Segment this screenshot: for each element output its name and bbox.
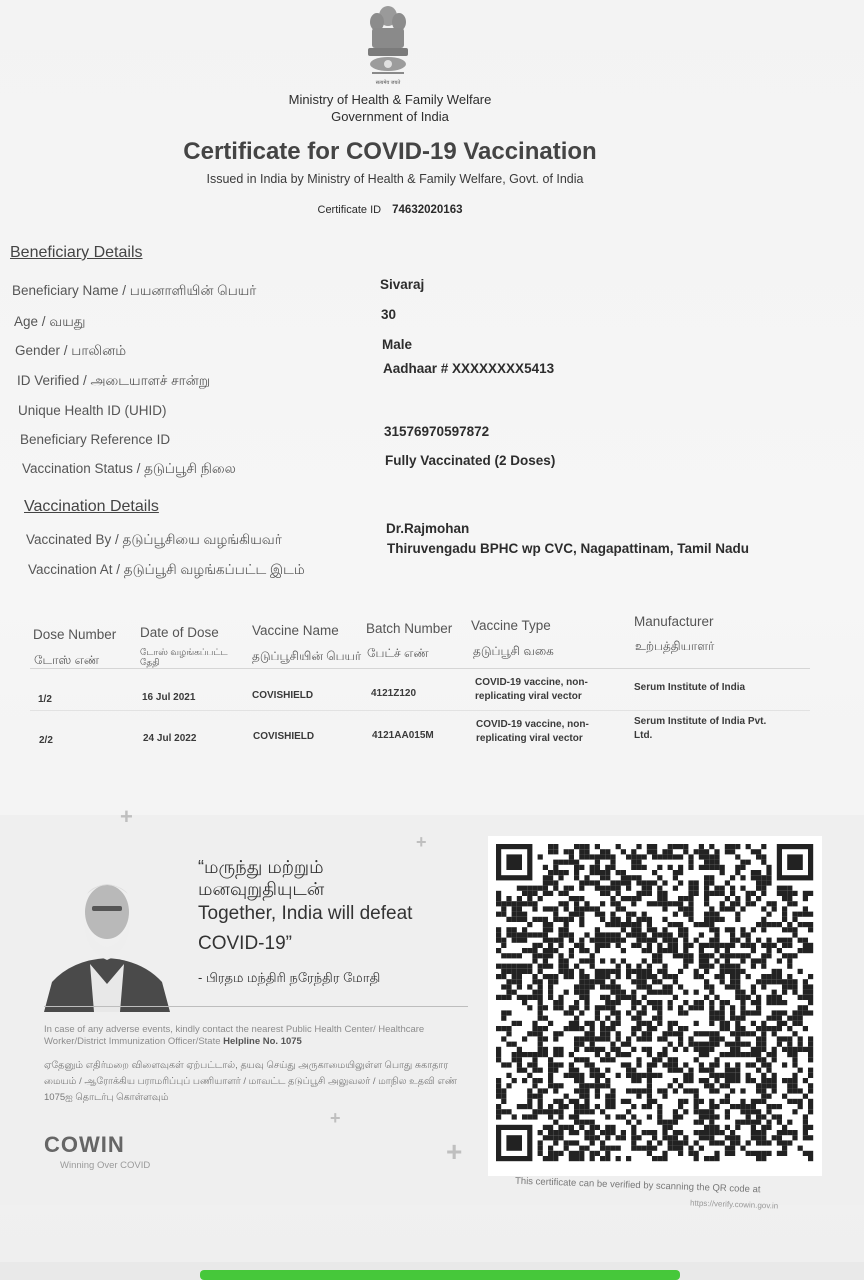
adverse-text: In case of any adverse events, kindly contact the nearest Public Health Center/ Healthcare Worker/District Immunization Officer/State bbox=[44, 1024, 425, 1047]
beneficiary-details-heading: Beneficiary Details bbox=[10, 244, 143, 261]
row1-batch: 4121Z120 bbox=[371, 688, 417, 699]
row2-type: COVID-19 vaccine, non-replicating viral vector bbox=[476, 719, 589, 744]
cowin-tagline: Winning Over COVID bbox=[60, 1160, 151, 1171]
verify-url[interactable]: https://verify.cowin.gov.in bbox=[689, 1198, 779, 1211]
age-value: 30 bbox=[381, 307, 397, 322]
emblem-caption: सत्यमेव जयते bbox=[375, 80, 401, 86]
bottom-green-strip bbox=[200, 1270, 680, 1280]
issued-by-line: Issued in India by Ministry of Health & Family Welfare, Govt. of India bbox=[206, 172, 584, 186]
uhid-label: Unique Health ID (UHID) bbox=[18, 403, 167, 418]
header-dose-number: Dose Number bbox=[33, 627, 117, 642]
beneficiary-name-label: Beneficiary Name / பயனாளியின் பெயர் bbox=[12, 283, 257, 298]
row1-manufacturer: Serum Institute of India bbox=[634, 682, 746, 693]
table-row-rule bbox=[30, 710, 810, 711]
vaccination-at-value: Thiruvengadu BPHC wp CVC, Nagapattinam, Tamil Nadu bbox=[387, 541, 750, 556]
vaccination-details-heading: Vaccination Details bbox=[24, 498, 159, 515]
helpline-number: Helpline No. 1075 bbox=[223, 1036, 302, 1047]
header-vaccine-type-ta: தடுப்பூசி வகை bbox=[473, 644, 554, 658]
vaccination-status-label: Vaccination Status / தடுப்பூசி நிலை bbox=[22, 461, 236, 476]
header-vaccine-name: Vaccine Name bbox=[252, 623, 339, 638]
quote-tamil: “மருந்து மற்றும் மனவுறுதியுடன் bbox=[198, 857, 325, 899]
certificate-id-label: Certificate ID bbox=[317, 204, 382, 216]
ministry-line: Ministry of Health & Family Welfare bbox=[288, 92, 492, 107]
row2-batch: 4121AA015M bbox=[372, 730, 434, 741]
row2-dose: 2/2 bbox=[39, 735, 53, 746]
table-header-rule bbox=[30, 668, 810, 669]
age-label: Age / வயது bbox=[14, 314, 86, 329]
row1-dose: 1/2 bbox=[38, 694, 52, 705]
row2-manufacturer: Serum Institute of India Pvt. Ltd. bbox=[634, 716, 767, 741]
id-verified-label: ID Verified / அடையாளச் சான்று bbox=[17, 373, 210, 388]
national-emblem-icon bbox=[360, 2, 416, 88]
vaccinated-by-label: Vaccinated By / தடுப்பூசியை வழங்கியவர் bbox=[26, 532, 282, 547]
id-verified-value: Aadhaar # XXXXXXXX5413 bbox=[383, 361, 555, 376]
ministry-name bbox=[0, 91, 780, 125]
gender-label: Gender / பாலினம் bbox=[15, 343, 127, 358]
gender-value: Male bbox=[382, 337, 413, 352]
reference-id-value: 31576970597872 bbox=[384, 424, 490, 439]
cowin-logo: COWIN bbox=[44, 1132, 125, 1157]
beneficiary-name-value: Sivaraj bbox=[380, 277, 425, 292]
row1-name: COVISHIELD bbox=[252, 690, 314, 701]
header-manufacturer-ta: உற்பத்தியாளர் bbox=[635, 639, 715, 653]
header-vaccine-name-ta: தடுப்பூசியின் பெயர் bbox=[252, 649, 362, 663]
row1-date: 16 Jul 2021 bbox=[142, 692, 196, 703]
row2-date: 24 Jul 2022 bbox=[143, 733, 197, 744]
vaccination-at-label: Vaccination At / தடுப்பூசி வழங்கப்பட்ட இடம் bbox=[28, 562, 305, 577]
prime-minister-portrait bbox=[42, 872, 172, 1012]
certificate-id bbox=[0, 204, 780, 216]
row2-name: COVISHIELD bbox=[253, 731, 315, 742]
header-date-of-dose: Date of Dose bbox=[140, 625, 219, 640]
decor-plus-icon: + bbox=[120, 804, 133, 829]
header-date-of-dose-ta: டோஸ் வழங்கப்பட்ட தேதி bbox=[140, 647, 228, 667]
header-manufacturer: Manufacturer bbox=[634, 614, 714, 629]
row1-type: COVID-19 vaccine, non-replicating viral vector bbox=[475, 677, 588, 702]
quote-divider bbox=[44, 1006, 468, 1007]
header-vaccine-type: Vaccine Type bbox=[471, 618, 551, 633]
vaccination-status-value: Fully Vaccinated (2 Doses) bbox=[385, 453, 556, 468]
header-dose-number-ta: டோஸ் எண் bbox=[34, 653, 100, 667]
decor-plus-icon: + bbox=[416, 832, 427, 852]
header-batch-number-ta: பேட்ச் எண் bbox=[367, 646, 429, 660]
adverse-events-tamil: ஏதேனும் எதிர்மறை விளைவுகள் ஏற்பட்டால், தயவு செய்து அருகாமையிலுள்ள பொது சுகாதார மையம் / ஆரோக்கிய பராமரிப்புப் பணியாளர் / மாவட்ட தடுப்பூசி அலுவலர் / மாநில உதவி எண் 1075ஐ தொடர்பு கொள்ளவும் bbox=[44, 1060, 457, 1103]
government-line: Government of India bbox=[331, 109, 449, 124]
quote-attribution: - பிரதம மந்திரி நரேந்திர மோதி bbox=[198, 970, 381, 985]
reference-id-label: Beneficiary Reference ID bbox=[20, 432, 171, 447]
certificate-title: Certificate for COVID-19 Vaccination bbox=[183, 138, 597, 165]
decor-plus-icon: + bbox=[446, 1136, 463, 1167]
verify-text: This certificate can be verified by scanning the QR code at bbox=[514, 1175, 761, 1196]
vaccinated-by-value: Dr.Rajmohan bbox=[386, 521, 470, 536]
qr-code[interactable] bbox=[488, 836, 822, 1176]
decor-plus-icon: + bbox=[330, 1108, 341, 1128]
quote-english: Together, India will defeat COVID-19” bbox=[198, 903, 413, 954]
header-batch-number: Batch Number bbox=[366, 621, 453, 636]
adverse-events-english bbox=[44, 1024, 464, 1048]
certificate-id-value: 74632020163 bbox=[392, 204, 463, 216]
